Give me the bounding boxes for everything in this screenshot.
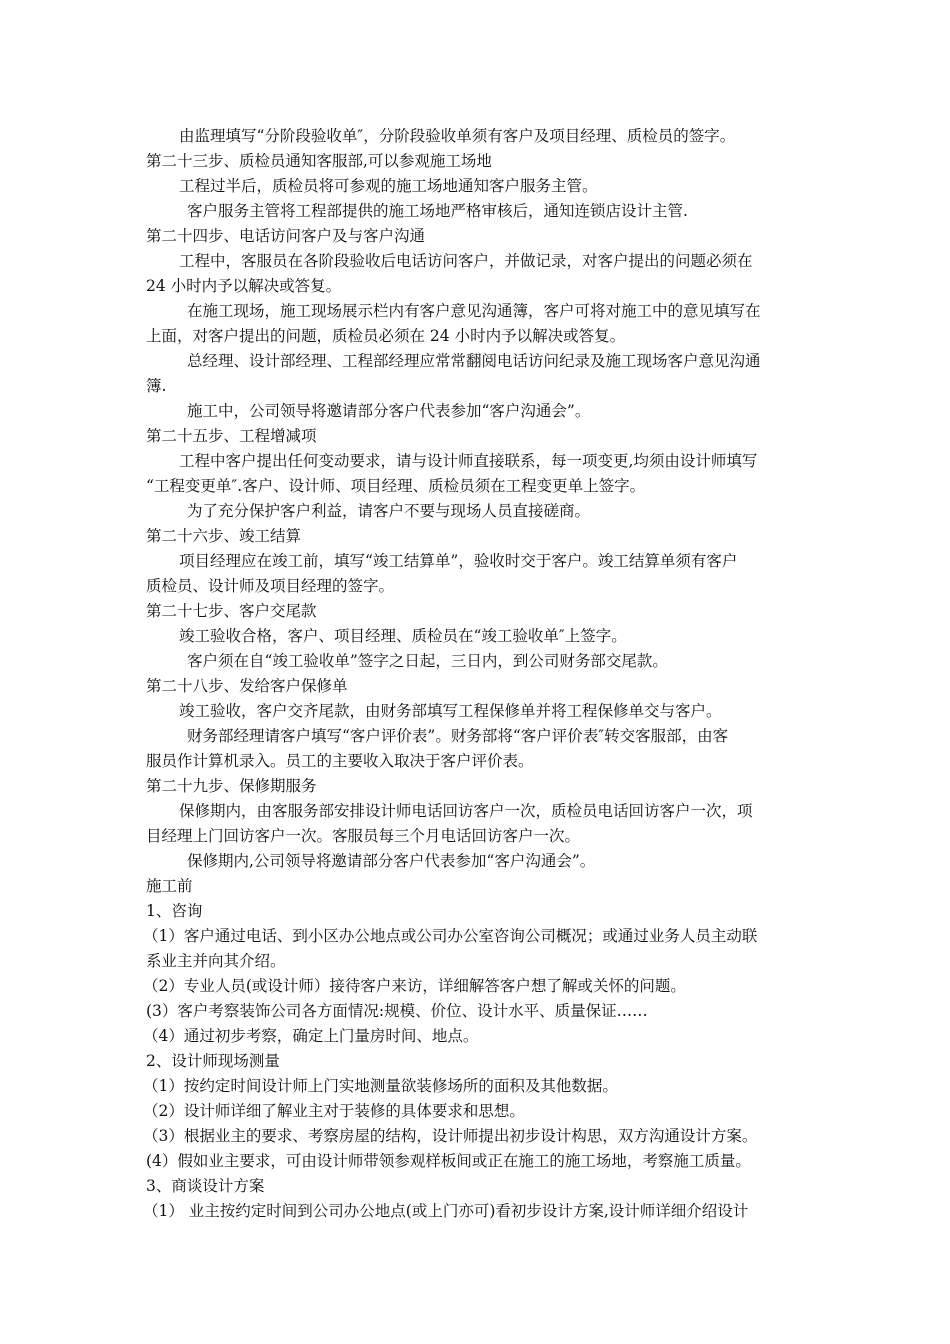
paragraph-line: 总经理、设计部经理、工程部经理应常常翻阅电话访问纪录及施工现场客户意见沟通 [187, 352, 761, 370]
paragraph-line: 客户服务主管将工程部提供的施工场地严格审核后，通知连锁店设计主管. [187, 202, 688, 220]
paragraph-line: 服员作计算机录入。员工的主要收入取决于客户评价表。 [146, 752, 534, 770]
paragraph-line: 为了充分保护客户利益，请客户不要与现场人员直接磋商。 [187, 502, 591, 520]
section-heading-before-construction: 施工前 [146, 877, 193, 895]
paragraph-line: 在施工现场，施工现场展示栏内有客户意见沟通簿，客户可将对施工中的意见填写在 [187, 302, 761, 320]
paragraph-line: 财务部经理请客户填写“客户评价表”。财务部将“客户评价表″转交客服部，由客 [187, 727, 729, 745]
list-item: （1）客户通过电话、到小区办公地点或公司办公室咨询公司概况；或通过业务人员主动联 [143, 927, 758, 945]
subheading-design-discussion: 3、商谈设计方案 [146, 1177, 265, 1195]
section-heading-step-24: 第二十四步、电话访问客户及与客户沟通 [146, 227, 426, 245]
section-heading-step-26: 第二十六步、竣工结算 [146, 527, 302, 545]
subheading-site-measurement: 2、设计师现场测量 [146, 1052, 280, 1070]
list-item-continuation: 系业主并向其介绍。 [146, 952, 286, 970]
paragraph-line: 项目经理应在竣工前，填写“竣工结算单”，验收时交于客户。竣工结算单须有客户 [179, 552, 738, 570]
list-item: (3）客户考察装饰公司各方面情况:规模、价位、设计水平、质量保证…… [146, 1002, 648, 1020]
paragraph-line: 竣工验收合格，客户、项目经理、质检员在“竣工验收单″上签字。 [179, 627, 627, 645]
list-item: （1） 业主按约定时间到公司办公地点(或上门亦可)看初步设计方案,设计师详细介绍设计 [143, 1202, 749, 1220]
section-heading-step-23: 第二十三步、质检员通知客服部,可以参观施工场地 [146, 152, 492, 170]
list-item: (4）假如业主要求，可由设计师带领参观样板间或正在施工的施工场地，考察施工质量。 [146, 1152, 751, 1170]
paragraph-line: 工程中，客服员在各阶段验收后电话访问客户，并做记录，对客户提出的问题必须在 [179, 252, 753, 270]
list-item: （1）按约定时间设计师上门实地测量欲装修场所的面积及其他数据。 [143, 1077, 618, 1095]
paragraph-line: 由监理填写“分阶段验收单″，分阶段验收单须有客户及项目经理、质检员的签字。 [179, 127, 736, 145]
list-item: （3）根据业主的要求、考察房屋的结构，设计师提出初步设计构思，双方沟通设计方案。 [143, 1127, 758, 1145]
list-item: （2）设计师详细了解业主对于装修的具体要求和思想。 [143, 1102, 525, 1120]
paragraph-line: 目经理上门回访客户一次。客服员每三个月电话回访客户一次。 [146, 827, 581, 845]
paragraph-line: 竣工验收，客户交齐尾款，由财务部填写工程保修单并将工程保修单交与客户。 [179, 702, 722, 720]
section-heading-step-28: 第二十八步、发给客户保修单 [146, 677, 348, 695]
paragraph-line: 保修期内,公司领导将邀请部分客户代表参加“客户沟通会”。 [187, 852, 596, 870]
paragraph-line: 工程中客户提出任何变动要求，请与设计师直接联系，每一项变更,均须由设计师填写 [179, 452, 758, 470]
subheading-consultation: 1、咨询 [146, 902, 203, 920]
section-heading-step-25: 第二十五步、工程增减项 [146, 427, 317, 445]
paragraph-line: “工程变更单″.客户、设计师、项目经理、质检员须在工程变更单上签字。 [146, 477, 646, 495]
paragraph-line: 上面，对客户提出的问题，质检员必须在 24 小时内予以解决或答复。 [146, 327, 626, 345]
paragraph-line: 保修期内，由客服务部安排设计师电话回访客户一次，质检员电话回访客户一次，项 [179, 802, 753, 820]
paragraph-line: 质检员、设计师及项目经理的签字。 [146, 577, 395, 595]
paragraph-line: 客户须在自“竣工验收单”签字之日起，三日内，到公司财务部交尾款。 [187, 652, 668, 670]
list-item: （4）通过初步考察，确定上门量房时间、地点。 [143, 1027, 479, 1045]
paragraph-line: 施工中，公司领导将邀请部分客户代表参加“客户沟通会”。 [187, 402, 591, 420]
list-item: （2）专业人员(或设计师）接待客户来访，详细解答客户想了解或关怀的问题。 [143, 977, 686, 995]
paragraph-line: 24 小时内予以解决或答复。 [146, 277, 342, 295]
section-heading-step-29: 第二十九步、保修期服务 [146, 777, 317, 795]
paragraph-line: 工程过半后，质检员将可参观的施工场地通知客户服务主管。 [179, 177, 598, 195]
paragraph-line: 簿. [146, 377, 167, 395]
section-heading-step-27: 第二十七步、客户交尾款 [146, 602, 317, 620]
